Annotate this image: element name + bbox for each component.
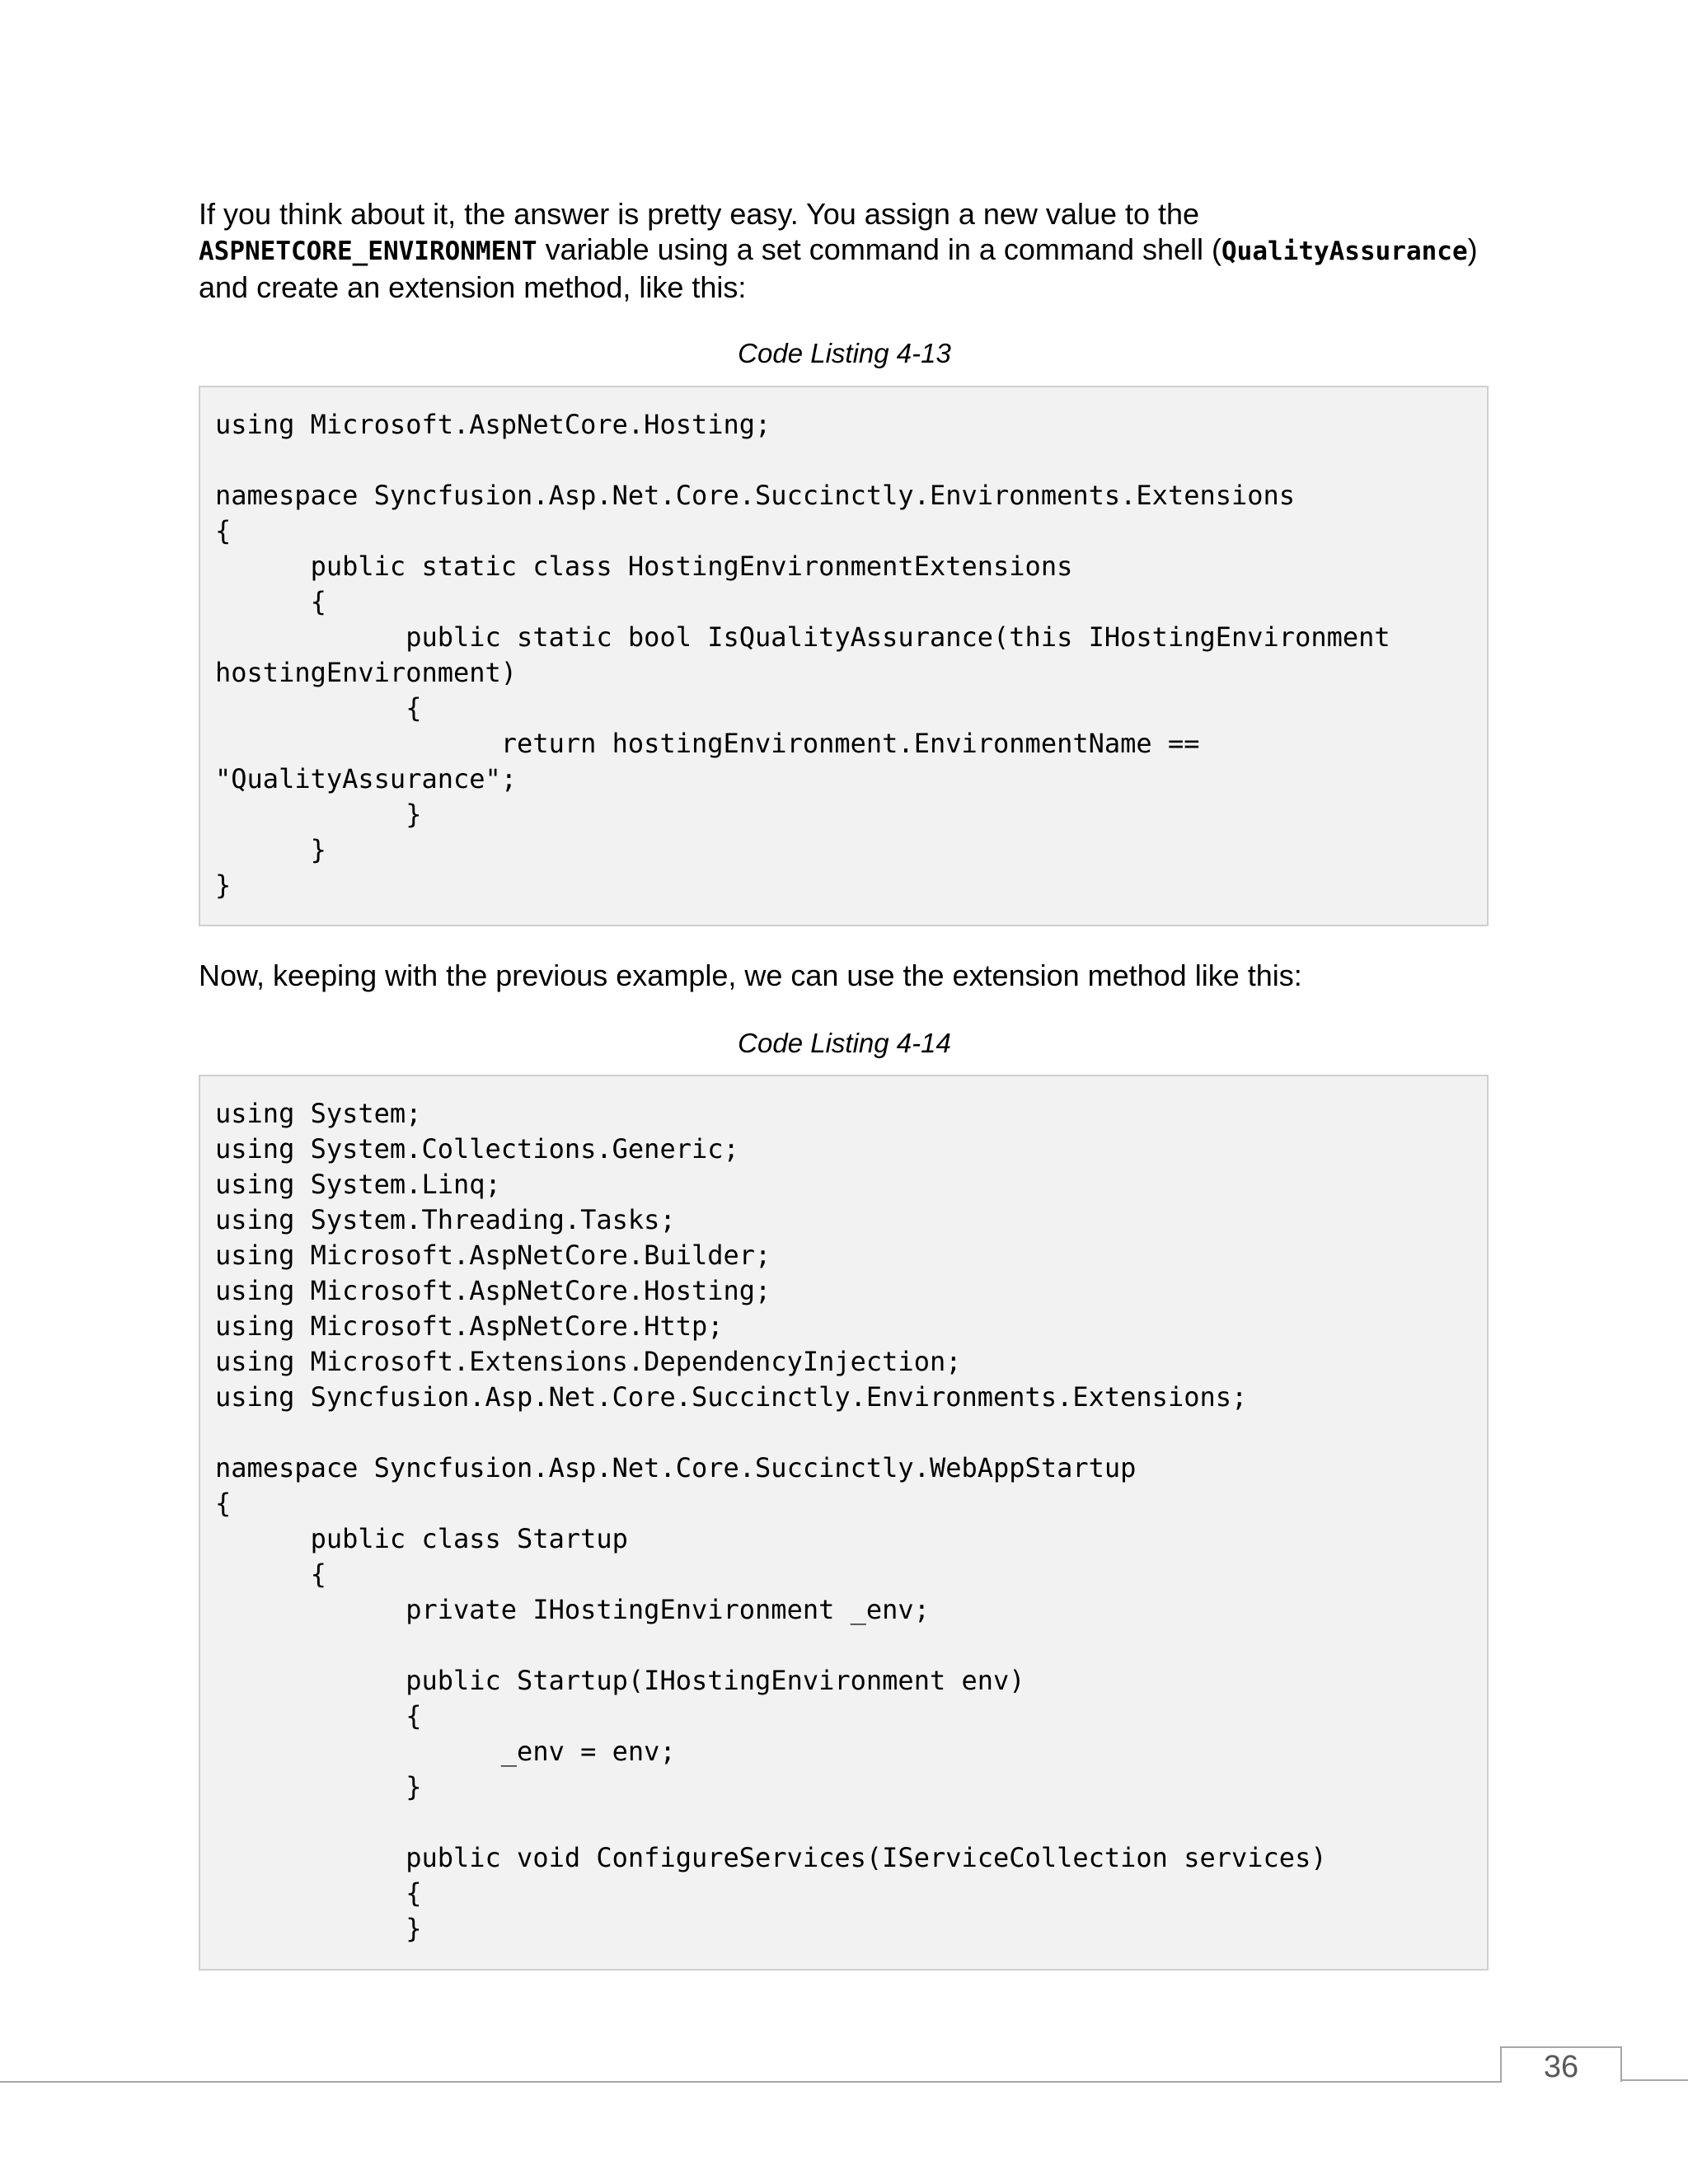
intro-text-part2: variable using a set command in a command shell (: [537, 232, 1221, 266]
middle-paragraph: Now, keeping with the previous example, we can use the extension method like this:: [199, 958, 1302, 992]
intro-text-part3: ) and create an extension method, like this:: [199, 232, 1478, 304]
footer-line-left: [0, 2081, 1502, 2083]
code-block-4-14: using System; using System.Collections.Generic; using System.Linq; using System.Threading.Tasks; using Microsoft.AspNetCore.Builder; using Microsoft.AspNetCore.Hosting; using Microsoft.AspNetCore.Http; using Microsoft.Extensions.DependencyInjection; using Syncfusion.Asp.Net.Core.Succinctly.Environments.Extensions; namespace Syncfusion.Asp.Net.Core.Succinctly.WebAppStartup { public class Startup { private IHostingEnvironment _env; public Startup(IHostingEnvironment env) { _env = env; } public void ConfigureServices(IServiceCollection services) { }: [215, 1098, 1327, 1944]
inline-code-quality-assurance: QualityAssurance: [1221, 237, 1468, 266]
footer-line-right: [1620, 2079, 1688, 2081]
intro-text-part1: If you think about it, the answer is pretty easy. You assign a new value to the: [199, 197, 1200, 231]
intro-paragraph: [199, 196, 1493, 305]
code-listing-4-13: [199, 386, 1489, 926]
code-listing-4-14: [199, 1075, 1489, 1971]
inline-code-env-variable: ASPNETCORE_ENVIRONMENT: [199, 237, 537, 266]
page-number: 36: [1500, 2046, 1622, 2082]
code-listing-caption-4-14: Code Listing 4-14: [738, 1028, 951, 1058]
code-listing-caption-4-13: Code Listing 4-13: [738, 338, 951, 368]
code-block-4-13: using Microsoft.AspNetCore.Hosting; namespace Syncfusion.Asp.Net.Core.Succinctly.Environments.Extensions { public static class HostingEnvironmentExtensions { public static bool IsQualityAssurance(this IHostingEnvironment hostingEnvironment) { return hostingEnvironment.EnvironmentName == "QualityAssurance"; } } }: [215, 409, 1390, 901]
